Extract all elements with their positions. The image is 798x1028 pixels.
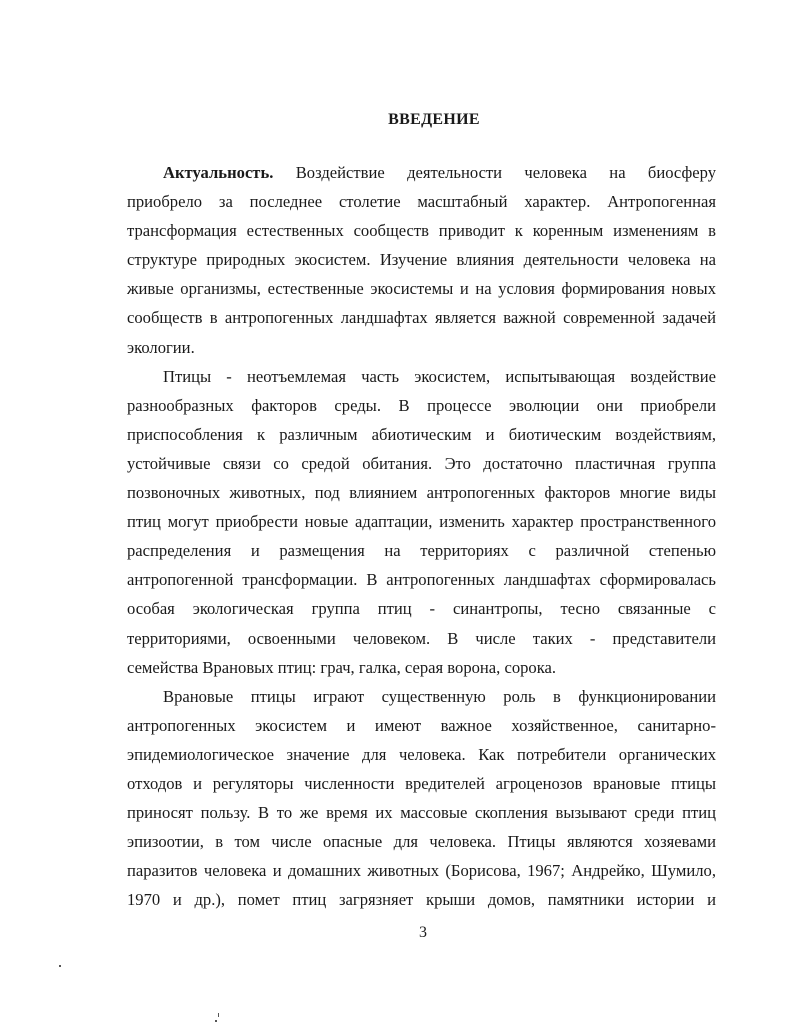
body-text [127,158,716,914]
text-line: семейства Врановых птиц: грач, галка, серая ворона, сорока. [127,657,557,677]
text-line: трансформация естественных сообществ приводит к коренным изменениям в [127,221,716,241]
text-line: экологии. [127,337,195,357]
text-line: особая экологическая группа птиц - синантропы, тесно связанные с [127,599,716,619]
text-line: структуре природных экосистем. Изучение влияния деятельности человека на [127,250,716,270]
text-line: Птицы - неотъемлемая часть экосистем, испытывающая воздействие [163,366,716,386]
text-line: птиц могут приобрести новые адаптации, изменить характер пространственного [127,512,716,532]
text-line: приносят пользу. В то же время их массовые скопления вызывают среди птиц [127,803,716,823]
scan-speck [59,965,61,967]
text-line: антропогенной трансформации. В антропогенных ландшафтах сформировалась [127,570,716,590]
paragraph-birds [127,362,716,682]
text-line: живые организмы, естественные экосистемы и на условия формирования новых [127,279,716,299]
text-line: разнообразных факторов среды. В процессе эволюции они приобрели [127,395,716,415]
text-line: устойчивые связи со средой обитания. Это достаточно пластичная группа [127,453,716,473]
text-line: Актуальность. Воздействие деятельности человека на биосферу [163,163,716,182]
text-line: Врановые птицы играют существенную роль в функционировании [163,686,716,706]
page-number: 3 [419,924,427,941]
section-heading: ВВЕДЕНИЕ [388,111,480,128]
text-line: 1970 и др.), помет птиц загрязняет крыши домов, памятники истории и [127,890,716,910]
text-line: территориями, освоенными человеком. В числе таких - представители [127,628,716,648]
paragraph-corvids [127,682,716,915]
lead-bold-term: Актуальность. [163,163,274,182]
scan-speck [215,1020,217,1022]
text-line: приобрело за последнее столетие масштабный характер. Антропогенная [127,192,716,212]
text-line: сообществ в антропогенных ландшафтах является важной современной задачей [127,308,716,328]
text-line: антропогенных экосистем и имеют важное хозяйственное, санитарно- [127,715,716,735]
text-line: паразитов человека и домашних животных (Борисова, 1967; Андрейко, Шумило, [127,861,716,881]
text-line: эпизоотии, в том числе опасные для человека. Птицы являются хозяевами [127,832,716,852]
text-line: позвоночных животных, под влиянием антропогенных факторов многие виды [127,483,716,503]
text-line: эпидемиологическое значение для человека. Как потребители органических [127,744,716,764]
text-line: приспособления к различным абиотическим и биотическим воздействиям, [127,424,716,444]
text-line: отходов и регуляторы численности вредителей агроценозов врановые птицы [127,773,716,793]
scan-speck [218,1013,219,1017]
text-line: распределения и размещения на территориях с различной степенью [127,541,716,561]
paragraph-relevance [127,158,716,362]
